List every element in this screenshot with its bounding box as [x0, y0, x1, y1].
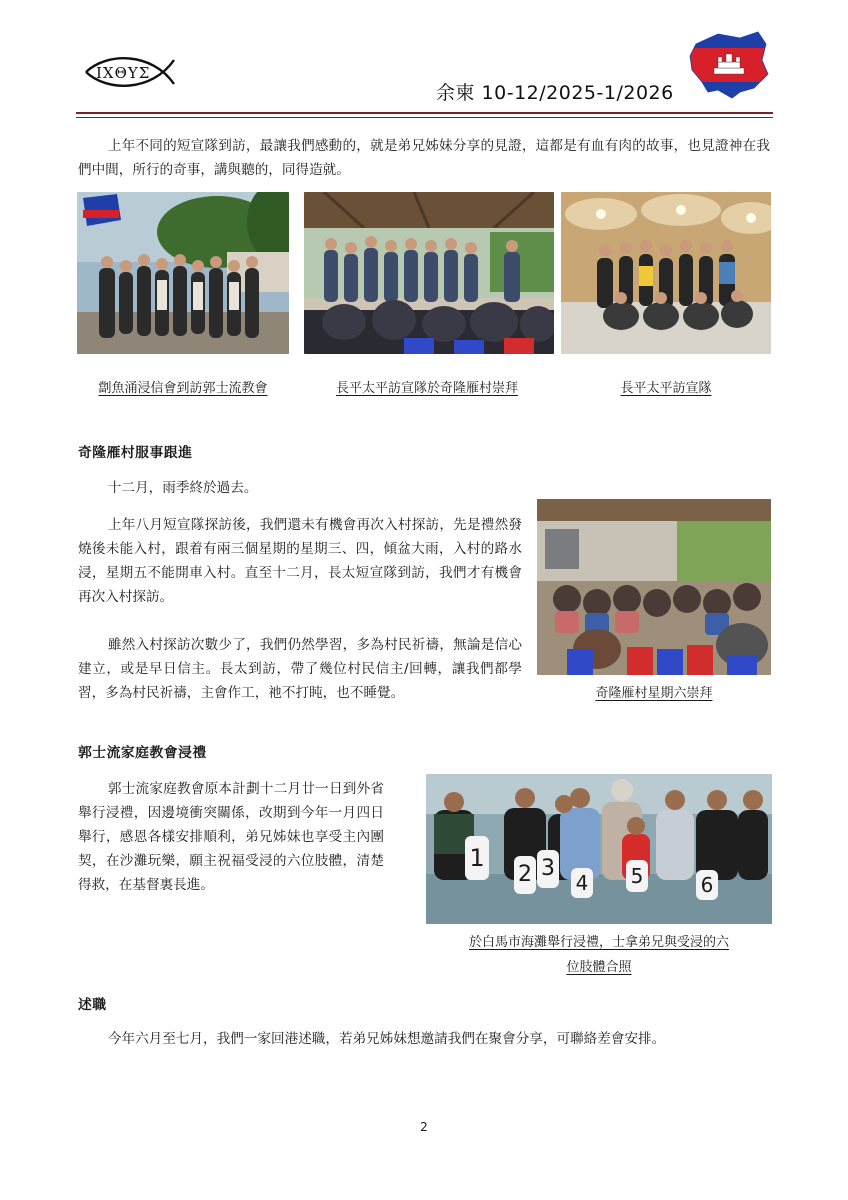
header-rule [76, 112, 773, 114]
section1-paragraph-2: 上年八月短宣隊探訪後，我們還未有機會再次入村探訪，先是禮然發燒後未能入村，跟着有兩三個星期的星期三、四，傾盆大雨，入村的路水浸，星期五不能開車入村。直至十二月，長太短宣隊到訪，我們才有機會再次入村探訪。 [78, 517, 522, 605]
caption-baptism-line-1: 於白馬市海灘舉行浸禮，士拿弟兄與受浸的六 [468, 935, 729, 950]
caption-photo-3: 長平太平訪宣隊 [620, 381, 712, 396]
baptism-label-6: 6 [696, 870, 718, 900]
baptism-label-2: 2 [514, 856, 536, 894]
caption-baptism-line-2: 位肢體合照 [566, 960, 632, 975]
ichthys-logo [82, 50, 188, 96]
caption-photo-2: 長平太平訪宣隊於奇隆雁村崇拜 [335, 381, 518, 396]
baptism-label-3: 3 [537, 850, 559, 888]
section-heading-village: 奇隆雁村服事跟進 [78, 445, 193, 461]
photo-beach-baptism [426, 774, 772, 924]
section1-paragraph-3: 雖然入村探訪次數少了，我們仍然學習，多為村民祈禱，無論是信心建立，或是早日信主。長太到訪，帶了幾位村民信主/回轉，讓我們都學習，多為村民祈禱，主會作工，祂不打盹，也不睡覺。 [78, 637, 522, 701]
section2-paragraph: 郭士流家庭教會原本計劃十二月廿一日到外省舉行浸禮，因邊境衝突關係，改期到今年一月四日舉行，感恩各樣安排順利，弟兄姊妹也享受主內團契，在沙灘玩樂，願主祝福受浸的六位肢體，清楚得救，在基督裏長進。 [78, 781, 384, 893]
ichthys-logo-text: IXΘYΣ [96, 64, 151, 82]
newsletter-title: 余柬 10-12/2025-1/2026 [436, 82, 674, 104]
baptism-label-1: 1 [465, 836, 489, 880]
section-heading-baptism: 郭士流家庭教會浸禮 [78, 745, 207, 761]
intro-paragraph: 上年不同的短宣隊到訪，最讓我們感動的，就是弟兄姊妹分享的見證，這都是有血有肉的故事，也見證神在我們中間，所行的奇事，講與聽的，同得造就。 [78, 138, 770, 178]
page-number: 2 [420, 1120, 428, 1134]
photo-village-worship [304, 192, 554, 354]
cambodia-map-flag-icon [688, 30, 770, 100]
photo-group-outdoor-church [77, 192, 289, 354]
photo-saturday-worship [537, 499, 771, 675]
caption-photo-1: 劏魚涌浸信會到訪郭士流教會 [98, 381, 268, 396]
section3-paragraph: 今年六月至七月，我們一家回港述職，若弟兄姊妹想邀請我們在聚會分享，可聯絡差會安排。 [107, 1031, 666, 1047]
caption-saturday-worship: 奇隆雁村星期六崇拜 [595, 686, 713, 701]
section1-paragraph-1: 十二月，雨季終於過去。 [107, 480, 258, 496]
baptism-label-4: 4 [571, 868, 593, 898]
section-heading-furlough: 述職 [78, 997, 107, 1013]
header-rule-thin [76, 117, 773, 118]
baptism-label-5: 5 [626, 860, 648, 892]
photo-team-airport [561, 192, 771, 354]
